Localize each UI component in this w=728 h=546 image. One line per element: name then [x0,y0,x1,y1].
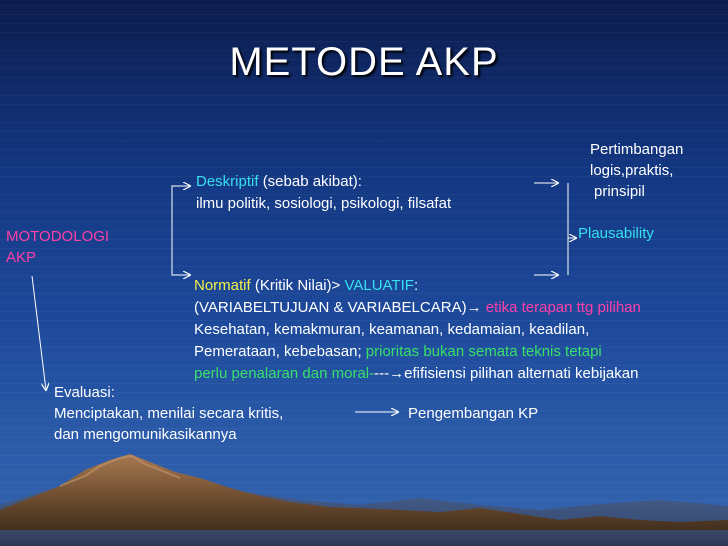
arrow-akp-to-evaluasi [32,276,46,390]
penalaran-line [194,363,638,384]
deskriptif-fields: ilmu politik, sosiologi, psikologi, filsafat [196,195,452,212]
normatif-line [194,275,418,296]
normatif-keyword: Normatif [194,277,251,294]
variables-arrow: → [466,299,482,316]
akp-label: AKP [6,249,37,266]
penalaran-dash: --- [374,365,390,382]
etika-terapan-text: etika terapan ttg pilihan [485,299,641,316]
valuatif-keyword: VALUATIF [344,277,414,294]
normatif-colon: : [413,277,419,294]
pertimbangan-line3: prinsipil [594,183,645,200]
pemerataan-text: Pemerataan, kebebasan; [194,343,362,360]
efisiensi-text: efifisiensi pilihan alternati kebijakan [404,365,639,382]
deskriptif-line [196,171,362,192]
evaluasi-line2: Menciptakan, menilai secara kritis, [54,405,284,422]
slide-title: METODE AKP [229,40,499,84]
pertimbangan-line1: Pertimbangan [590,141,684,158]
evaluasi-line3: dan mengomunikasikannya [54,426,237,443]
prioritas-text: prioritas bukan semata teknis tetapi [365,343,602,360]
pengembangan-kp: Pengembangan KP [408,405,539,422]
variables-text: (VARIABELTUJUAN & VARIABELCARA) [194,299,467,316]
bracket-line [172,186,190,275]
metodologi-label: MOTODOLOGI [6,228,110,245]
normatif-mid: (Kritik Nilai)> [254,277,341,294]
deskriptif-rest: (sebab akibat): [262,173,362,190]
normatif-variables-line [194,297,641,318]
pertimbangan-line2: logis,praktis, [590,162,674,179]
deskriptif-keyword: Deskriptif [196,173,259,190]
penalaran-arrow: → [389,365,405,382]
values-line: Kesehatan, kemakmuran, keamanan, kedamaian, keadilan, [194,321,590,338]
penalaran-text: perlu penalaran dan moral- [194,365,375,382]
prioritas-line [194,341,602,362]
evaluasi-heading: Evaluasi: [54,384,115,401]
plausability-label: Plausability [578,225,654,242]
